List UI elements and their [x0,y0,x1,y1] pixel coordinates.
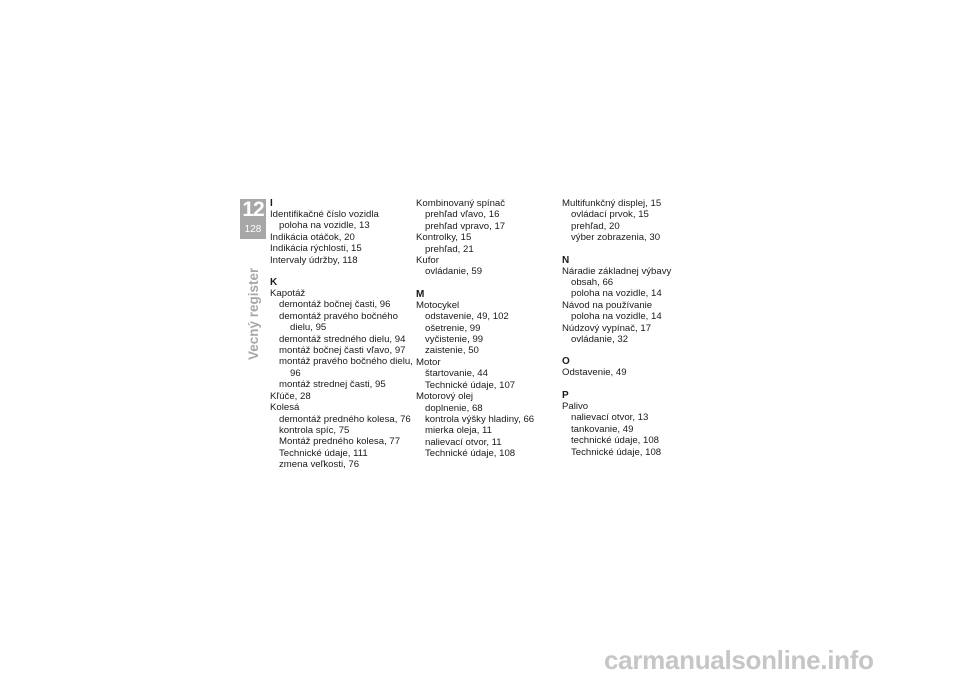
index-subentry: montáž pravého bočného dielu, 96 [279,356,413,379]
index-term: Motocykel [416,299,460,311]
index-section [562,356,704,378]
index-subentry: tankovanie, 49 [571,423,634,435]
index-subentry: ošetrenie, 99 [425,322,481,334]
index-term: Palivo [562,400,589,412]
index-section [416,289,558,460]
chapter-title: Vecný register [246,267,261,360]
index-subentry: Montáž predného kolesa, 77 [279,436,401,448]
index-term: Kolesá [270,402,300,414]
index-term: Kľúče, 28 [270,390,311,402]
index-subentry: odstavenie, 49, 102 [425,311,509,323]
index-term: Odstavenie, 49 [562,367,627,379]
index-letter: K [270,277,278,289]
index-subentry: Technické údaje, 108 [571,446,662,458]
index-letter: P [562,389,569,401]
index-letter: M [416,288,425,300]
index-term: Kombinovaný spínač [416,198,506,209]
index-term: Náradie základnej výbavy [562,265,672,277]
index-subentry: výber zobrazenia, 30 [571,232,661,244]
index-term: Kapotáž [270,288,306,300]
index-term: Kufor [416,255,439,267]
index-subentry: Technické údaje, 107 [425,379,516,391]
index-subentry: kontrola spíc, 75 [279,424,350,436]
index-subentry: vyčistenie, 99 [425,334,484,346]
index-subentry: prehľad vľavo, 16 [425,209,500,221]
index-term: Núdzový vypínač, 17 [562,322,652,334]
index-subentry: poloha na vozidle, 13 [279,220,370,232]
index-term: Identifikačné číslo vozidla [270,209,379,220]
index-term: Návod na používanie [562,299,653,311]
index-subentry: obsah, 66 [571,277,614,289]
index-letter: I [270,198,273,209]
index-subentry: štartovanie, 44 [425,368,488,380]
index-subentry: nalievací otvor, 11 [425,436,502,448]
index-subentry: montáž strednej časti, 95 [279,379,386,391]
chapter-number: 12 [242,198,264,221]
page-number: 128 [244,224,262,235]
index-column-3 [562,198,704,469]
index-subentry: zaistenie, 50 [425,345,479,357]
index-term: Multifunkčný displej, 15 [562,198,662,209]
index-subentry: demontáž bočnej časti, 96 [279,299,391,311]
index-subentry: poloha na vozidle, 14 [571,311,662,323]
index-column-1 [270,198,415,482]
index-subentry: montáž bočnej časti vľavo, 97 [279,345,406,357]
index-section [270,277,415,471]
index-subentry: demontáž predného kolesa, 76 [279,413,411,425]
index-subentry: kontrola výšky hladiny, 66 [425,413,535,425]
index-subentry: doplnenie, 68 [425,402,483,414]
index-subentry: demontáž stredného dielu, 94 [279,333,406,345]
index-subentry: prehľad vpravo, 17 [425,220,506,232]
index-section [270,198,415,266]
index-subentry: Technické údaje, 108 [425,448,516,460]
index-term: Indikácia otáčok, 20 [270,231,355,243]
index-term: Intervaly údržby, 118 [270,254,358,266]
index-letter: N [562,254,570,266]
index-subentry: Technické údaje, 111 [279,447,368,459]
index-term: Kontrolky, 15 [416,232,472,244]
index-term: Indikácia rýchlosti, 15 [270,243,362,255]
index-subentry: mierka oleja, 11 [425,425,493,437]
index-term: Motor [416,356,441,368]
index-subentry: zmena veľkosti, 76 [279,459,360,471]
index-subentry: demontáž pravého bočného dielu, 95 [279,310,398,334]
index-subentry: poloha na vozidle, 14 [571,288,662,300]
index-section [562,255,704,346]
index-column-2 [416,198,558,471]
index-section [562,198,704,244]
index-section [562,390,704,458]
index-subentry: ovládanie, 59 [425,266,483,278]
index-subentry: ovládanie, 32 [571,334,629,346]
index-subentry: ovládací prvok, 15 [571,209,649,221]
watermark: carmanualsonline.info [604,645,874,675]
index-subentry: technické údaje, 108 [571,435,660,447]
index-subentry: prehľad, 21 [425,243,474,255]
index-subentry: nalievací otvor, 13 [571,412,649,424]
index-letter: O [562,356,570,368]
index-subentry: prehľad, 20 [571,220,620,232]
index-section [416,198,558,278]
index-term: Motorový olej [416,391,474,403]
